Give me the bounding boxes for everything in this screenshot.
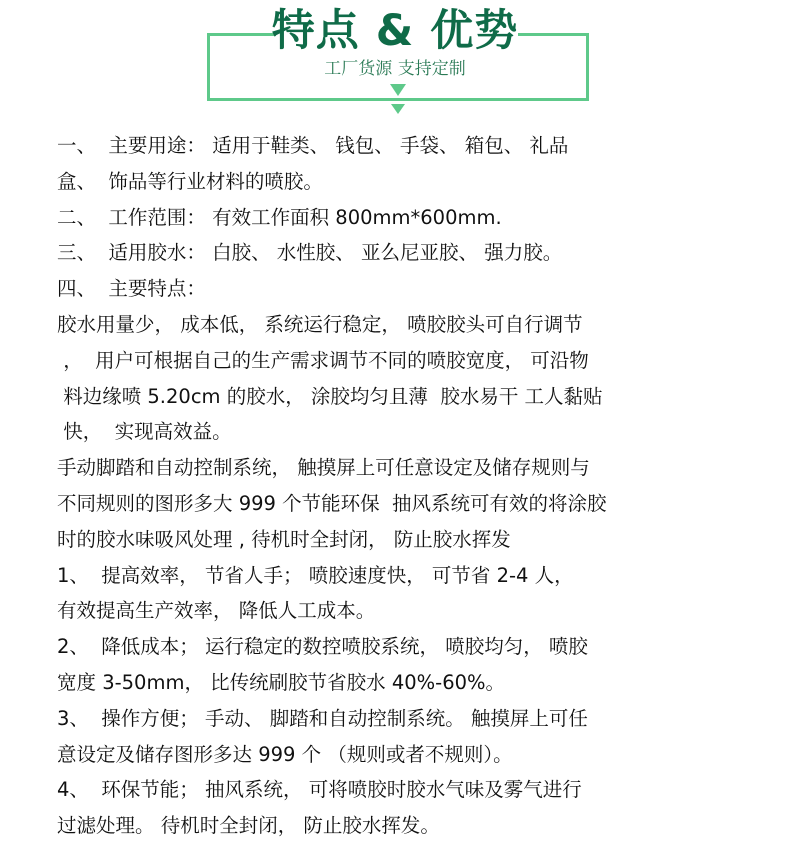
text-line: 手动脚踏和自动控制系统， 触摸屏上可任意设定及储存规则与: [57, 456, 590, 480]
text-line: 宽度 3-50mm， 比传统刷胶节省胶水 40%-60%。: [57, 670, 506, 694]
text-line: 一、 主要用途： 适用于鞋类、 钱包、 手袋、 箱包、 礼品: [57, 134, 569, 157]
frame-bottom-line: [207, 98, 589, 101]
triangle-down-icon: [391, 104, 405, 114]
text-line: 意设定及储存图形多达 999 个 （规则或者不规则）。: [57, 742, 513, 766]
text-line: 快， 实现高效益。: [57, 420, 232, 444]
text-line: 时的胶水味吸风处理 , 待机时全封闭， 防止胶水挥发: [57, 527, 511, 551]
section-header: [0, 0, 790, 120]
section-subtitle: 工厂货源 支持定制: [324, 59, 466, 79]
triangle-down-icon: [390, 84, 406, 96]
text-line: 二、 工作范围： 有效工作面积 800mm*600mm.: [57, 205, 502, 229]
text-line: 1、 提高效率， 节省人手； 喷胶速度快， 可节省 2-4 人，: [57, 563, 574, 587]
text-line: 4、 环保节能； 抽风系统， 可将喷胶时胶水气味及雾气进行: [57, 778, 582, 802]
text-line: 三、 适用胶水： 白胶、 水性胶、 亚么尼亚胶、 强力胶。: [57, 241, 563, 265]
text-line: 3、 操作方便； 手动、 脚踏和自动控制系统。 触摸屏上可任: [57, 706, 588, 730]
text-line: 2、 降低成本； 运行稳定的数控喷胶系统， 喷胶均匀， 喷胶: [57, 635, 588, 659]
section-title: 特点 & 优势: [271, 6, 519, 56]
text-line: 料边缘喷 5.20cm 的胶水， 涂胶均匀且薄 胶水易干 工人黏贴: [57, 384, 603, 408]
text-line: ， 用户可根据自己的生产需求调节不同的喷胶宽度， 可沿物: [57, 348, 589, 372]
text-line: 四、 主要特点：: [57, 277, 206, 301]
feature-description: [57, 128, 737, 844]
text-line: 盒、 饰品等行业材料的喷胶。: [57, 169, 323, 193]
text-line: 不同规则的图形多大 999 个节能环保 抽风系统可有效的将涂胶: [57, 491, 607, 515]
text-line: 有效提高生产效率， 降低人工成本。: [57, 599, 376, 623]
text-line: 胶水用量少， 成本低， 系统运行稳定， 喷胶胶头可自行调节: [57, 312, 583, 336]
text-line: 过滤处理。 待机时全封闭， 防止胶水挥发。: [57, 814, 440, 838]
